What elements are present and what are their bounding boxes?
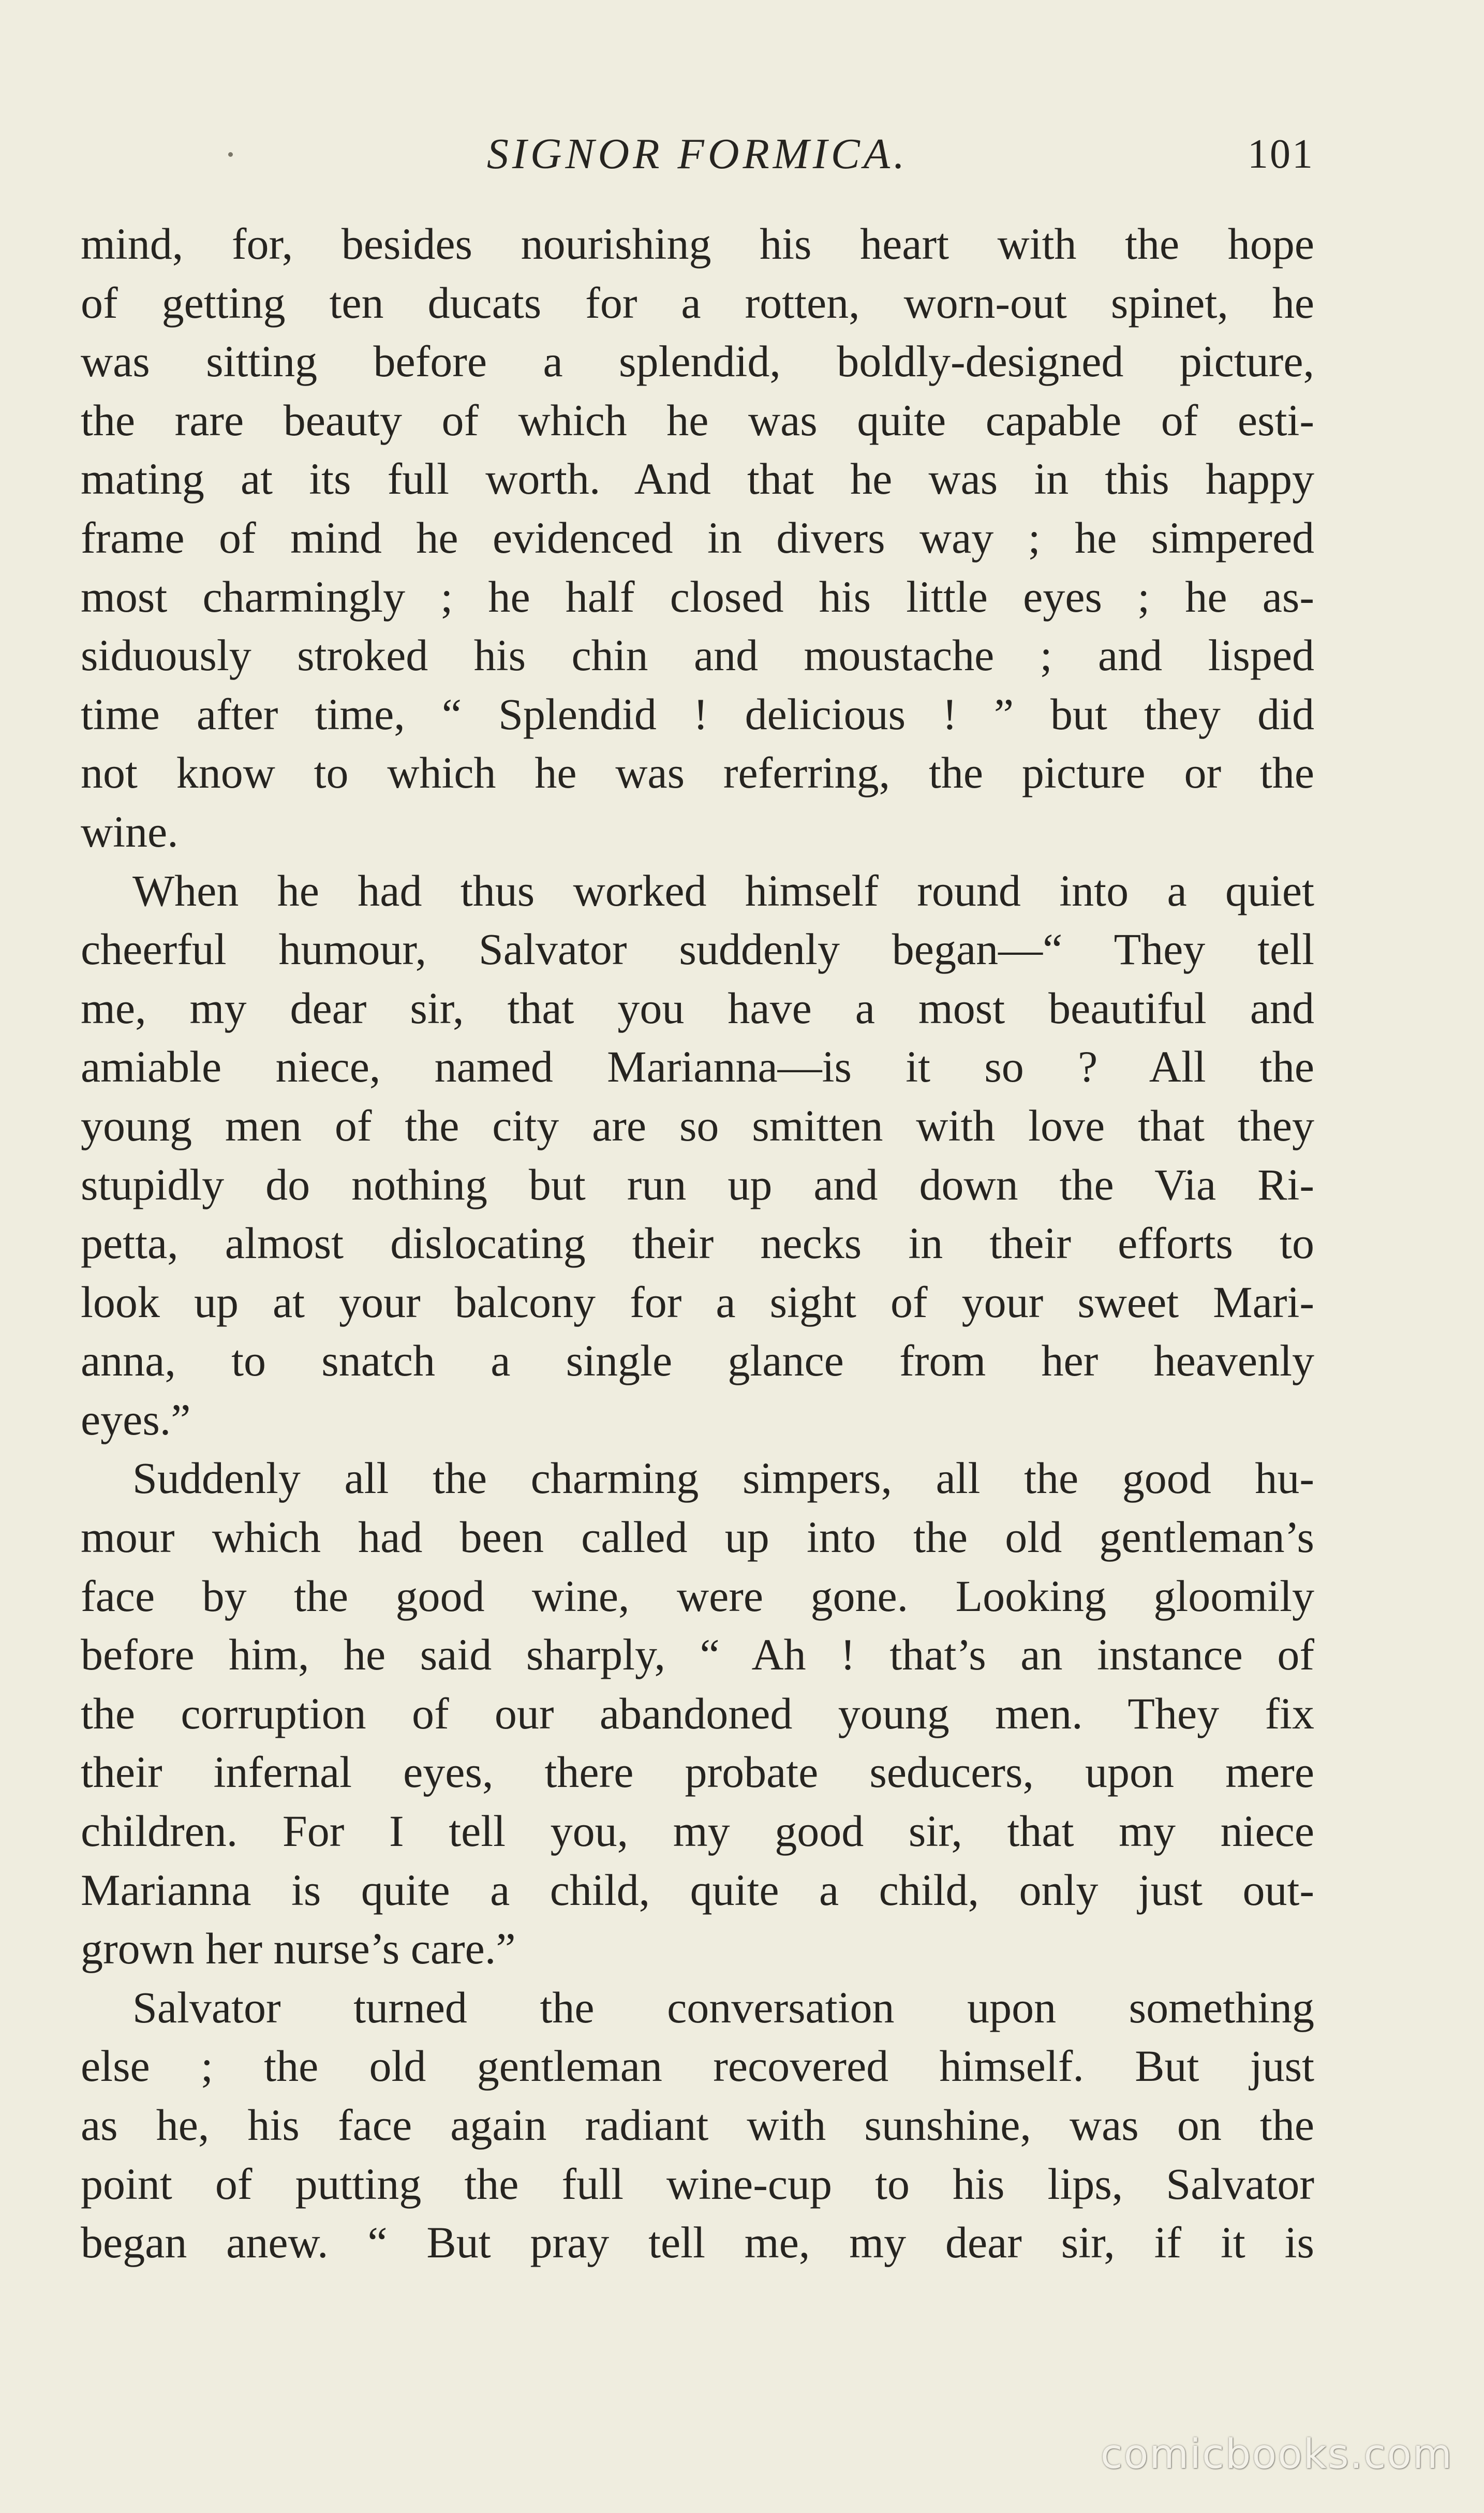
- text-line: the rare beauty of which he was quite capable of esti-: [81, 395, 1314, 445]
- text-line: as he, his face again radiant with sunshine, was on the: [81, 2100, 1314, 2150]
- running-head: SIGNOR FORMICA.: [486, 130, 909, 178]
- text-line: Salvator turned the conversation upon something: [132, 1982, 1314, 2032]
- watermark: comicbooks.com: [1100, 2431, 1453, 2478]
- text-line: children. For I tell you, my good sir, that my niece: [81, 1806, 1314, 1856]
- page-header: [81, 123, 1314, 185]
- text-line: petta, almost dislocating their necks in their efforts to: [81, 1218, 1314, 1268]
- text-line: else ; the old gentleman recovered himself. But just: [81, 2041, 1314, 2091]
- text-line: began anew. “ But pray tell me, my dear sir, if it is: [81, 2218, 1314, 2268]
- text-line: their infernal eyes, there probate seducers, upon mere: [81, 1747, 1314, 1797]
- text-line: eyes.”: [81, 1394, 191, 1444]
- text-line: siduously stroked his chin and moustache ; and lisped: [81, 630, 1314, 681]
- text-line: stupidly do nothing but run up and down the Via Ri-: [81, 1159, 1314, 1209]
- text-line: of getting ten ducats for a rotten, worn-out spinet, he: [81, 277, 1314, 328]
- text-line: mour which had been called up into the old gentleman’s: [81, 1512, 1314, 1562]
- text-line: anna, to snatch a single glance from her heavenly: [81, 1336, 1314, 1386]
- text-line: time after time, “ Splendid ! delicious ! ” but they did: [81, 689, 1314, 739]
- text-line: was sitting before a splendid, boldly-designed picture,: [81, 336, 1314, 387]
- text-line: me, my dear sir, that you have a most beautiful and: [81, 983, 1314, 1033]
- text-line: wine.: [81, 806, 179, 856]
- text-line: before him, he said sharply, “ Ah ! that’s an instance of: [81, 1630, 1314, 1680]
- text-line: Marianna is quite a child, quite a child, only just out-: [81, 1865, 1314, 1915]
- text-line: amiable niece, named Marianna—is it so ? All the: [81, 1042, 1314, 1092]
- text-line: the corruption of our abandoned young men. They fix: [81, 1688, 1314, 1738]
- text-line: grown her nurse’s care.”: [81, 1924, 516, 1974]
- text-line: most charmingly ; he half closed his little eyes ; he as-: [81, 571, 1314, 622]
- text-line: cheerful humour, Salvator suddenly began—“ They tell: [81, 924, 1314, 974]
- page-number: 101: [1248, 131, 1314, 177]
- text-line: not know to which he was referring, the picture or the: [81, 748, 1314, 798]
- text-line: frame of mind he evidenced in divers way ; he simpered: [81, 512, 1314, 563]
- text-line: face by the good wine, were gone. Looking gloomily: [81, 1571, 1314, 1621]
- text-line: Suddenly all the charming simpers, all the good hu-: [132, 1453, 1314, 1503]
- text-line: When he had thus worked himself round into a quiet: [132, 865, 1314, 915]
- text-line: mind, for, besides nourishing his heart with the hope: [81, 219, 1314, 269]
- text-line: look up at your balcony for a sight of your sweet Mari-: [81, 1277, 1314, 1327]
- body-text: [81, 215, 1314, 2272]
- text-line: mating at its full worth. And that he was in this happy: [81, 454, 1314, 504]
- text-line: point of putting the full wine-cup to his lips, Salvator: [81, 2159, 1314, 2209]
- text-line: young men of the city are so smitten with love that they: [81, 1100, 1314, 1150]
